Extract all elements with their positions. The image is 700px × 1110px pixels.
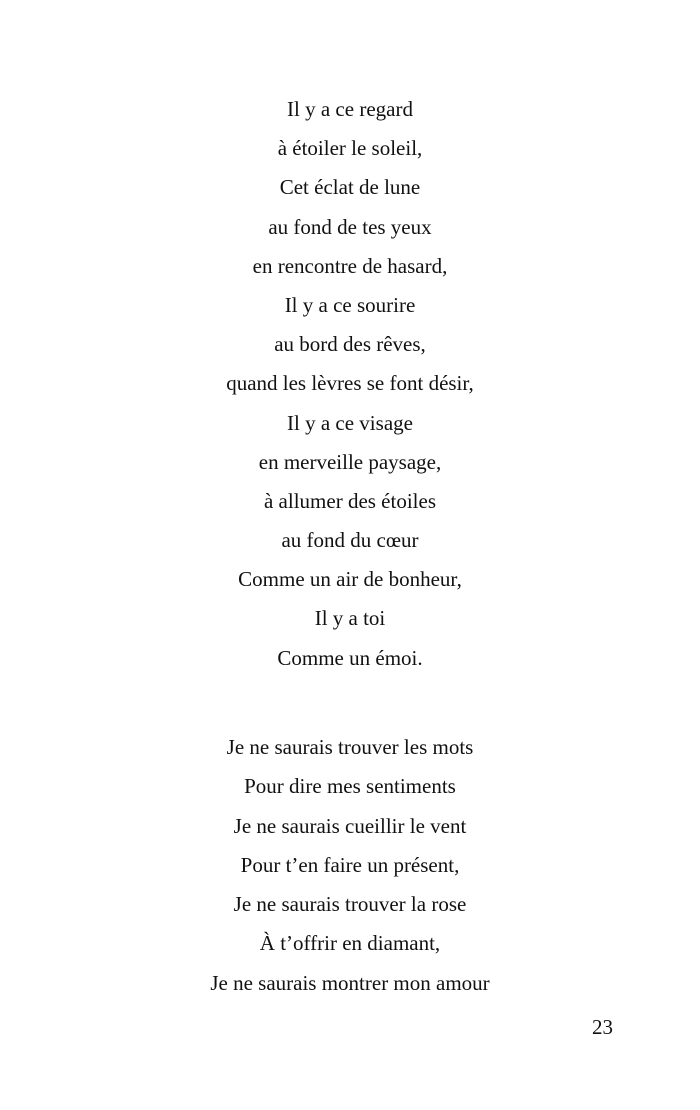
verse-line: À t’offrir en diamant, [259,931,441,956]
verse-line: Il y a ce sourire [284,292,416,317]
verse-line: Pour dire mes sentiments [244,774,456,799]
verse-line: quand les lèvres se font désir, [226,371,474,396]
verse-line: au bord des rêves, [274,332,426,357]
verse-line: Je ne saurais trouver la rose [233,892,467,917]
verse-line: à allumer des étoiles [263,488,437,513]
verse-line: au fond de tes yeux [268,214,432,239]
verse-line: en merveille paysage, [258,449,442,474]
verse-line: Comme un émoi. [277,645,423,670]
verse-line: Pour t’en faire un présent, [240,852,460,877]
verse-line: en rencontre de hasard, [252,253,448,278]
verse-line: Comme un air de bonheur, [238,567,462,592]
page-number: 23 [592,1015,613,1039]
verse-line: Il y a ce regard [287,97,413,121]
verse-line: Je ne saurais trouver les mots [226,735,474,759]
poem-stanza-2 [0,728,700,1003]
verse-line: Cet éclat de lune [279,175,421,200]
verse-line: Je ne saurais montrer mon amour [210,970,490,995]
verse-line: Il y a ce visage [287,410,413,435]
verse-line: au fond du cœur [281,528,419,553]
poem-stanza-1 [0,90,700,678]
verse-line: Il y a toi [314,606,386,631]
verse-line: Je ne saurais cueillir le vent [233,813,467,838]
verse-line: à étoiler le soleil, [277,136,423,161]
